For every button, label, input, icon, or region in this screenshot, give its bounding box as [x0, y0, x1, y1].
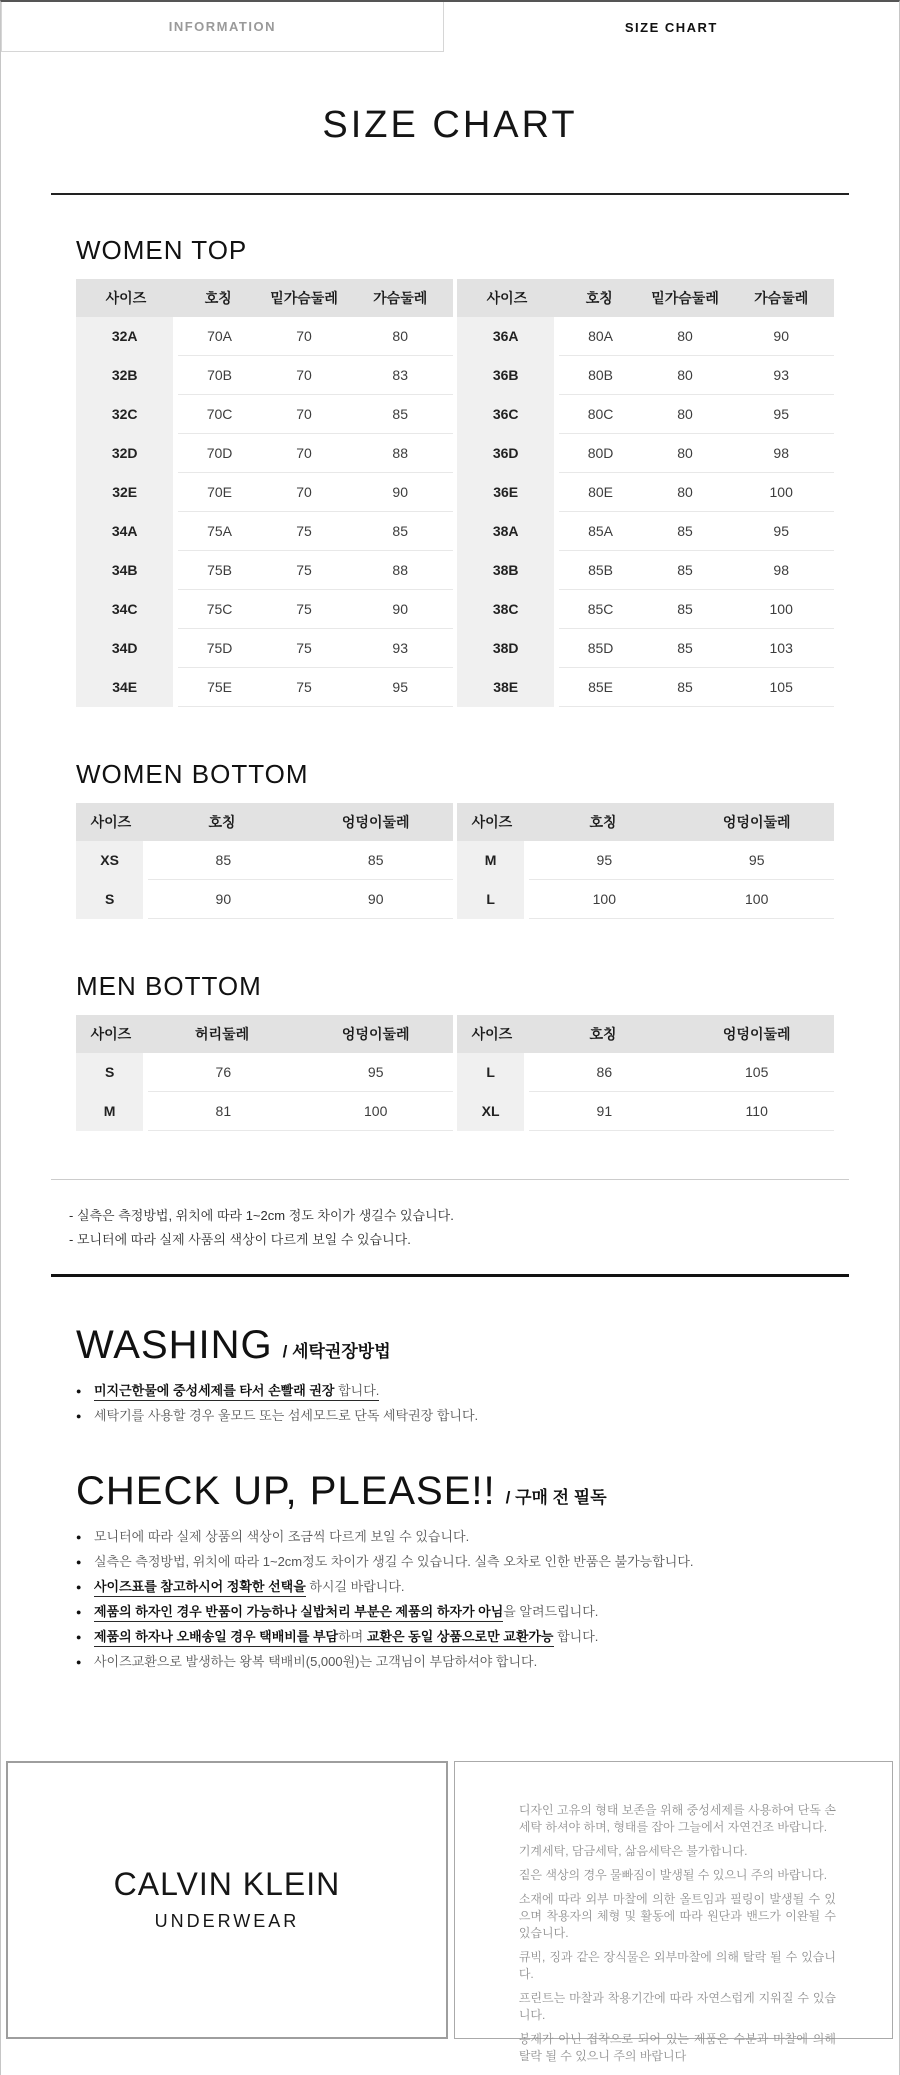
table-cell: 90: [298, 880, 453, 919]
table-cell: XL: [457, 1092, 527, 1131]
table-row: [457, 512, 834, 551]
page-title: SIZE CHART: [322, 104, 578, 146]
table-row: [457, 317, 834, 356]
table-row: [76, 395, 453, 434]
table-cell: 85: [146, 841, 299, 880]
table-cell: 34E: [76, 668, 176, 707]
column-header: 사이즈: [76, 279, 176, 317]
table-cell: 36D: [457, 434, 557, 473]
table-cell: 70A: [176, 317, 261, 356]
brand-name: CALVIN KLEIN: [113, 1866, 341, 1902]
table-cell: 38D: [457, 629, 557, 668]
women-top-tables: [76, 279, 834, 707]
table-cell: 85E: [557, 668, 642, 707]
men-bottom-table-right: [457, 1015, 834, 1131]
table-cell: 70E: [176, 473, 261, 512]
table-cell: 75E: [176, 668, 261, 707]
care-paragraph: 짙은 색상의 경우 물빠짐이 발생될 수 있으니 주의 바랍니다.: [518, 1868, 828, 1882]
column-header: 호칭: [557, 279, 642, 317]
table-cell: 70C: [176, 395, 261, 434]
care-paragraph: 봉제가 아닌 접착으로 되어 있는 제품은 수분과 마찰에 의해 탈락 될 수 있으니 주의 바랍니다: [518, 2032, 836, 2063]
care-paragraph: 기계세탁, 담금세탁, 삶음세탁은 불가합니다.: [518, 1844, 748, 1858]
table-row: [76, 434, 453, 473]
column-header: 엉덩이둘레: [679, 803, 834, 841]
bullet-dot-icon: ●: [76, 1582, 82, 1592]
table-cell: 38E: [457, 668, 557, 707]
table-row: [76, 1092, 453, 1131]
table-cell: 75: [261, 590, 348, 629]
table-row: [457, 668, 834, 707]
table-cell: 90: [347, 473, 453, 512]
column-header: 사이즈: [457, 1015, 527, 1053]
table-cell: 91: [527, 1092, 680, 1131]
section-heading-women-bottom: WOMEN BOTTOM: [76, 759, 309, 789]
table-cell: 83: [347, 356, 453, 395]
column-header: 엉덩이둘레: [298, 803, 453, 841]
table-row: [457, 629, 834, 668]
bullet-text-segment: 제품의 하자나 오배송일 경우 택배비를 부담: [94, 1629, 338, 1647]
table-cell: 34D: [76, 629, 176, 668]
column-header: 사이즈: [76, 803, 146, 841]
table-row: [76, 590, 453, 629]
table-cell: 85: [298, 841, 453, 880]
note-line: - 실측은 측정방법, 위치에 따라 1~2cm 정도 차이가 생길수 있습니다.: [69, 1208, 454, 1223]
table-cell: 81: [146, 1092, 299, 1131]
table-cell: M: [457, 841, 527, 880]
section-heading-women-top: WOMEN TOP: [76, 235, 248, 265]
table-cell: 36A: [457, 317, 557, 356]
bullet-text-segment: 세탁기를 사용할 경우 울모드 또는 섬세모드로 단독 세탁권장 합니다.: [94, 1408, 479, 1423]
bullet-item: [76, 1384, 834, 1398]
table-cell: 70B: [176, 356, 261, 395]
table-header-row: [457, 279, 834, 317]
table-cell: 105: [728, 668, 834, 707]
column-header: 호칭: [527, 1015, 680, 1053]
column-header: 사이즈: [76, 1015, 146, 1053]
column-header: 밑가슴둘레: [642, 279, 729, 317]
men-bottom-tables: [76, 1015, 834, 1131]
bullet-dot-icon: ●: [76, 1657, 82, 1667]
table-cell: 80A: [557, 317, 642, 356]
table-cell: 80: [642, 317, 729, 356]
table-cell: 70: [261, 473, 348, 512]
table-cell: 103: [728, 629, 834, 668]
table-cell: 105: [679, 1053, 834, 1092]
washing-subtitle: / 세탁권장방법: [282, 1342, 391, 1361]
table-cell: 32A: [76, 317, 176, 356]
women-bottom-table-right: [457, 803, 834, 919]
table-cell: 85C: [557, 590, 642, 629]
table-cell: 32C: [76, 395, 176, 434]
divider-top: [51, 193, 849, 195]
bullet-dot-icon: ●: [76, 1411, 82, 1421]
column-header: 호칭: [527, 803, 680, 841]
bullet-text-segment: 을 알려드립니다.: [503, 1604, 599, 1619]
women-bottom-table-left: [76, 803, 453, 919]
table-cell: 32D: [76, 434, 176, 473]
table-cell: 80: [642, 434, 729, 473]
table-cell: 75: [261, 629, 348, 668]
column-header: 호칭: [146, 803, 299, 841]
table-header-row: [457, 803, 834, 841]
table-row: [76, 317, 453, 356]
checkup-bullet-list: [76, 1530, 834, 1669]
table-cell: 110: [679, 1092, 834, 1131]
bullet-item: [76, 1409, 834, 1423]
bullet-text-segment: 합니다.: [553, 1629, 599, 1644]
table-cell: 85: [347, 512, 453, 551]
table-cell: 80B: [557, 356, 642, 395]
table-cell: 85B: [557, 551, 642, 590]
washing-bullet-list: [76, 1384, 834, 1423]
table-cell: 85: [347, 395, 453, 434]
column-header: 허리둘레: [146, 1015, 299, 1053]
table-cell: 75: [261, 551, 348, 590]
table-cell: 38C: [457, 590, 557, 629]
table-row: [76, 473, 453, 512]
table-cell: 34C: [76, 590, 176, 629]
bullet-dot-icon: ●: [76, 1607, 82, 1617]
bullet-item: [76, 1530, 834, 1544]
table-row: [457, 590, 834, 629]
table-cell: L: [457, 1053, 527, 1092]
table-cell: 85: [642, 629, 729, 668]
table-cell: 80E: [557, 473, 642, 512]
table-cell: 80: [642, 473, 729, 512]
table-cell: 34A: [76, 512, 176, 551]
footer: [6, 1761, 893, 2063]
table-cell: 88: [347, 434, 453, 473]
table-cell: 75: [261, 512, 348, 551]
table-row: [76, 1053, 453, 1092]
section-heading-men-bottom: MEN BOTTOM: [76, 971, 262, 1001]
note-line: - 모니터에 따라 실제 사품의 색상이 다르게 보일 수 있습니다.: [69, 1232, 411, 1247]
bullet-text-segment: 모니터에 따라 실제 상품의 색상이 조금씩 다르게 보일 수 있습니다.: [94, 1529, 470, 1544]
bullet-dot-icon: ●: [76, 1386, 82, 1396]
washing-heading: [76, 1323, 834, 1368]
table-cell: 100: [728, 473, 834, 512]
column-header: 사이즈: [457, 279, 557, 317]
table-header-row: [76, 803, 453, 841]
women-top-table-right: [457, 279, 834, 707]
bullet-text-segment: 교환은 동일 상품으로만 교환가능: [367, 1629, 554, 1647]
brand-logo-box: [6, 1761, 448, 2039]
table-cell: 100: [298, 1092, 453, 1131]
bullet-text-segment: 하며: [338, 1629, 367, 1647]
care-paragraph: 소재에 따라 외부 마찰에 의한 올트임과 필링이 발생될 수 있으며 착용자의 체형 및 활동에 따라 원단과 밴드가 이완될 수 있습니다.: [518, 1892, 836, 1940]
table-cell: 85: [642, 551, 729, 590]
measurement-notes: [69, 1204, 834, 1252]
bullet-text-segment: 미지근한물에 중성세제를 타서 손빨래 권장: [94, 1383, 335, 1401]
column-header: 사이즈: [457, 803, 527, 841]
table-header-row: [76, 1015, 453, 1053]
bullet-item: [76, 1655, 834, 1669]
bullet-text-segment: 합니다.: [335, 1383, 380, 1401]
washing-title: WASHING: [76, 1323, 273, 1367]
bullet-text-segment: 하시길 바랍니다.: [305, 1579, 405, 1594]
table-cell: 80C: [557, 395, 642, 434]
table-row: [457, 395, 834, 434]
column-header: 가슴둘레: [728, 279, 834, 317]
table-cell: M: [76, 1092, 146, 1131]
table-cell: 98: [728, 551, 834, 590]
table-cell: 85: [642, 512, 729, 551]
table-cell: 80: [642, 356, 729, 395]
table-row: [76, 880, 453, 919]
table-cell: 95: [527, 841, 680, 880]
table-cell: 86: [527, 1053, 680, 1092]
table-cell: 85: [642, 668, 729, 707]
table-cell: S: [76, 1053, 146, 1092]
bullet-text-segment: 제품의 하자인 경우 반품이 가능하나 실밥처리 부분은 제품의 하자가 아님: [94, 1604, 503, 1622]
table-cell: 100: [679, 880, 834, 919]
table-cell: S: [76, 880, 146, 919]
brand-subname: UNDERWEAR: [154, 1911, 300, 1931]
table-cell: 80D: [557, 434, 642, 473]
table-cell: 95: [728, 395, 834, 434]
table-cell: 98: [728, 434, 834, 473]
column-header: 엉덩이둘레: [679, 1015, 834, 1053]
table-cell: 100: [527, 880, 680, 919]
table-cell: 95: [728, 512, 834, 551]
table-cell: 32B: [76, 356, 176, 395]
column-header: 호칭: [176, 279, 261, 317]
bullet-dot-icon: ●: [76, 1532, 82, 1542]
checkup-title: CHECK UP, PLEASE!!: [76, 1469, 496, 1513]
table-cell: 90: [347, 590, 453, 629]
table-cell: 88: [347, 551, 453, 590]
table-cell: 85D: [557, 629, 642, 668]
table-row: [457, 1053, 834, 1092]
table-row: [457, 551, 834, 590]
table-cell: 90: [146, 880, 299, 919]
table-cell: 70: [261, 395, 348, 434]
bullet-item: [76, 1605, 834, 1619]
table-cell: 75D: [176, 629, 261, 668]
tab-information[interactable]: INFORMATION: [1, 2, 444, 52]
men-bottom-table-left: [76, 1015, 453, 1131]
table-cell: 36E: [457, 473, 557, 512]
tab-bar: [1, 2, 899, 52]
bullet-dot-icon: ●: [76, 1632, 82, 1642]
table-cell: 70D: [176, 434, 261, 473]
table-cell: 34B: [76, 551, 176, 590]
checkup-subtitle: / 구매 전 필독: [505, 1488, 607, 1507]
table-row: [76, 841, 453, 880]
divider-below-notes: [51, 1274, 849, 1277]
table-cell: 36B: [457, 356, 557, 395]
table-cell: XS: [76, 841, 146, 880]
table-row: [457, 880, 834, 919]
table-header-row: [76, 279, 453, 317]
column-header: 가슴둘레: [347, 279, 453, 317]
table-cell: 80: [642, 395, 729, 434]
bullet-text-segment: 실측은 측정방법, 위치에 따라 1~2cm정도 차이가 생길 수 있습니다. 실측 오차로 인한 반품은 불가능합니다.: [94, 1554, 694, 1569]
table-row: [457, 473, 834, 512]
bullet-item: [76, 1555, 834, 1569]
bullet-text-segment: 사이즈교환으로 발생하는 왕복 택배비(5,000원)는 고객님이 부담하셔야 합니다.: [94, 1654, 538, 1669]
table-cell: 75: [261, 668, 348, 707]
table-row: [76, 668, 453, 707]
checkup-heading: [76, 1469, 834, 1514]
table-cell: 70: [261, 434, 348, 473]
table-row: [76, 551, 453, 590]
table-row: [457, 434, 834, 473]
table-cell: 85: [642, 590, 729, 629]
table-cell: 38A: [457, 512, 557, 551]
bullet-item: [76, 1580, 834, 1594]
table-cell: 90: [728, 317, 834, 356]
column-header: 엉덩이둘레: [298, 1015, 453, 1053]
table-cell: L: [457, 880, 527, 919]
table-cell: 95: [347, 668, 453, 707]
table-cell: 85A: [557, 512, 642, 551]
table-cell: 75A: [176, 512, 261, 551]
table-cell: 93: [728, 356, 834, 395]
bullet-text-segment: 사이즈표를 참고하시어 정확한 선택을: [94, 1579, 306, 1597]
bullet-dot-icon: ●: [76, 1557, 82, 1567]
table-cell: 76: [146, 1053, 299, 1092]
table-row: [457, 1092, 834, 1131]
table-row: [457, 841, 834, 880]
table-cell: 75B: [176, 551, 261, 590]
table-row: [76, 512, 453, 551]
table-row: [76, 629, 453, 668]
divider-above-notes: [51, 1179, 849, 1180]
women-bottom-tables: [76, 803, 834, 919]
table-cell: 32E: [76, 473, 176, 512]
care-paragraph: 프린트는 마찰과 착용기간에 따라 자연스럽게 지워질 수 있습니다.: [518, 1991, 836, 2022]
table-cell: 95: [679, 841, 834, 880]
table-cell: 38B: [457, 551, 557, 590]
table-header-row: [457, 1015, 834, 1053]
table-row: [76, 356, 453, 395]
bullet-item: [76, 1630, 834, 1644]
women-top-table-left: [76, 279, 453, 707]
table-cell: 100: [728, 590, 834, 629]
care-instructions-box: [454, 1761, 893, 2063]
table-cell: 36C: [457, 395, 557, 434]
table-cell: 95: [298, 1053, 453, 1092]
table-row: [457, 356, 834, 395]
care-paragraph: 디자인 고유의 형태 보존을 위해 중성세제를 사용하여 단독 손세탁 하셔야 하며, 형태를 잡아 그늘에서 자연건조 바랍니다.: [518, 1803, 836, 1834]
care-paragraph: 큐빅, 징과 같은 장식물은 외부마찰에 의해 탈락 될 수 있습니다.: [518, 1950, 836, 1981]
table-cell: 80: [347, 317, 453, 356]
tab-size-chart[interactable]: SIZE CHART: [624, 19, 718, 35]
table-cell: 75C: [176, 590, 261, 629]
table-cell: 93: [347, 629, 453, 668]
column-header: 밑가슴둘레: [261, 279, 348, 317]
table-cell: 70: [261, 317, 348, 356]
table-cell: 70: [261, 356, 348, 395]
